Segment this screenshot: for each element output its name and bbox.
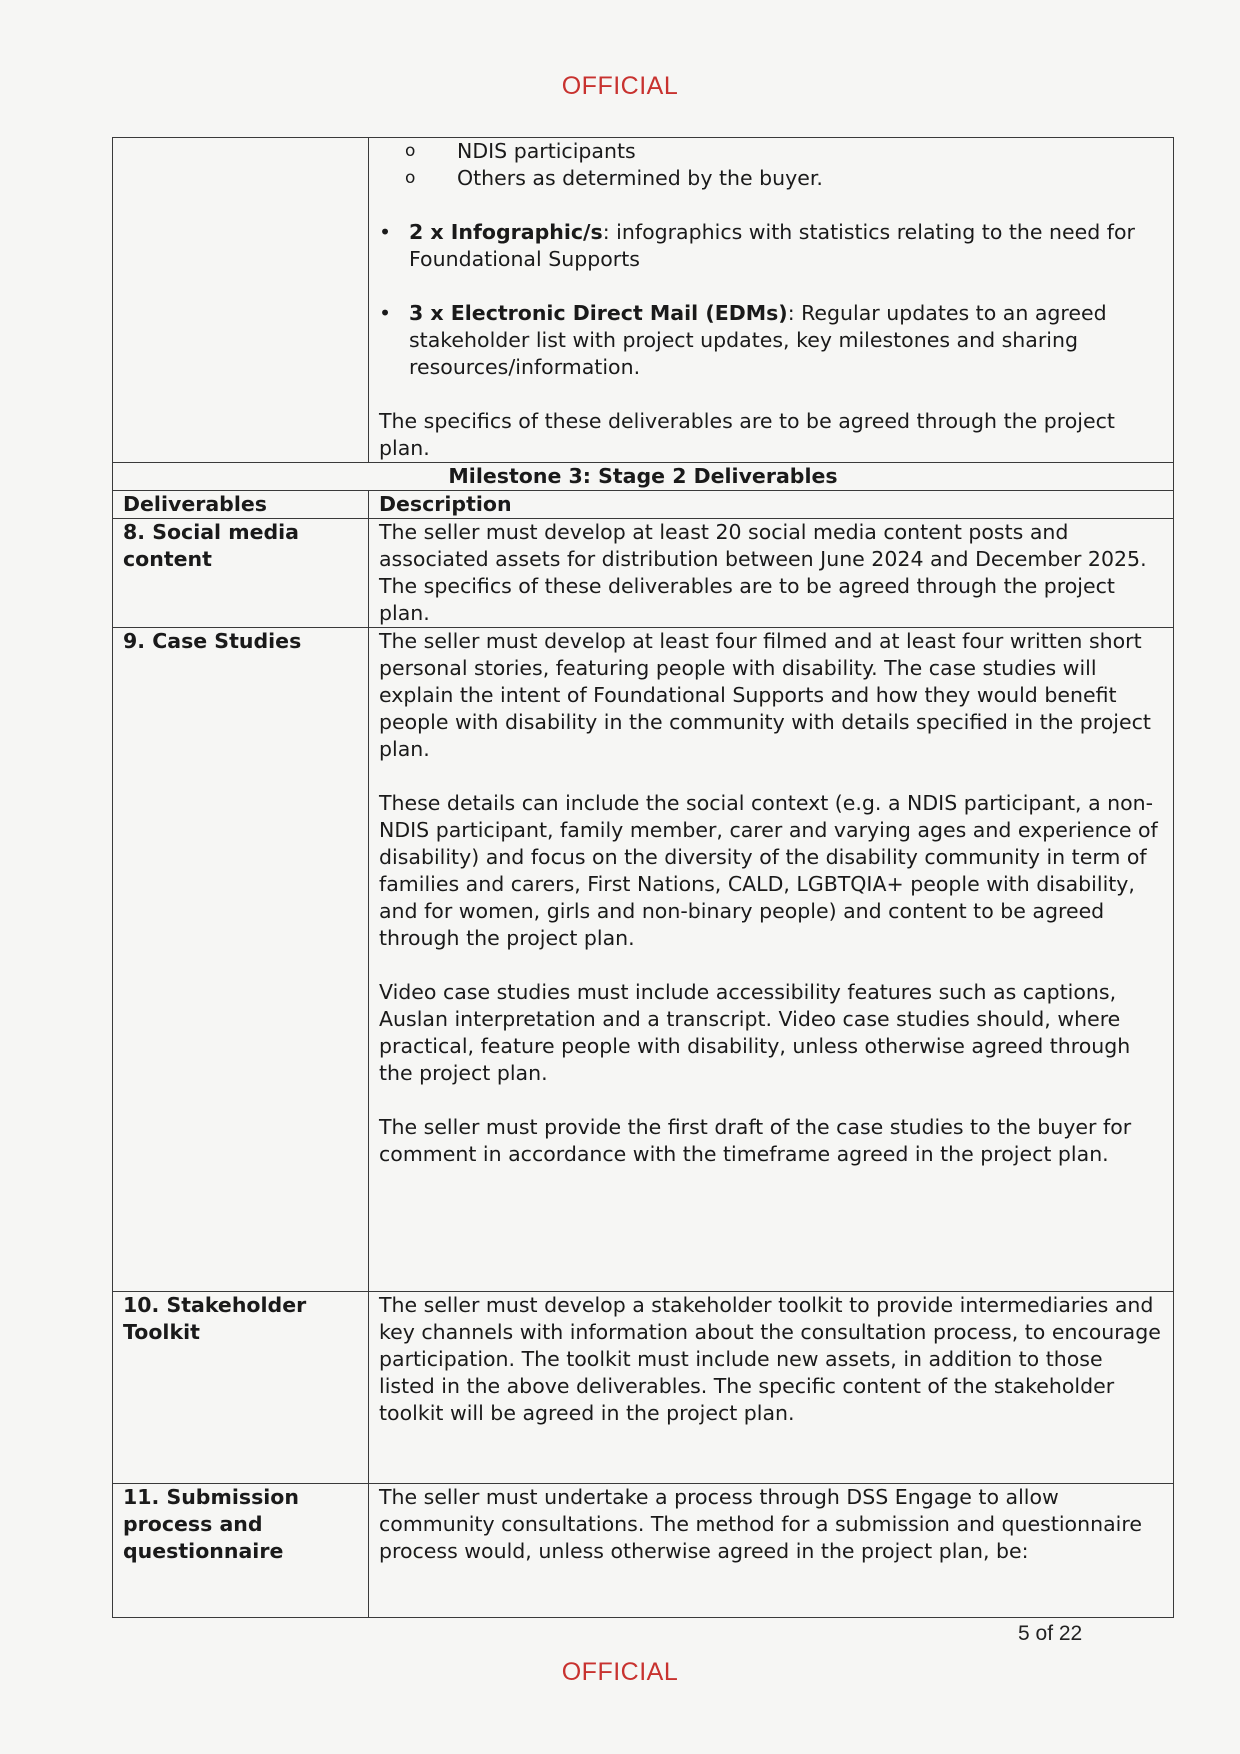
bullet-title: 2 x Infographic/s	[409, 220, 603, 244]
bullet-text: : Regular updates to an agreed stakeholder list with project updates, key milestones and sharing resources/information.	[409, 301, 1107, 379]
description-paragraph: The seller must develop at least 20 social media content posts and associated assets for distribution between June 2024 and December 2025. The specifics of these deliverables are to be agreed through the project plan.	[379, 520, 1147, 625]
sub-item-list	[379, 138, 1163, 192]
table-row	[113, 628, 1174, 1292]
description-paragraph: The seller must provide the first draft of the case studies to the buyer for comment in accordance with the timeframe agreed in the project plan.	[379, 1115, 1132, 1166]
page-number: 5 of 22	[1018, 1622, 1083, 1645]
row-description	[369, 1292, 1174, 1484]
table-row	[113, 519, 1174, 628]
bullet-item	[379, 300, 1163, 381]
deliverables-table	[112, 137, 1174, 1618]
row-label: 8. Social media content	[113, 519, 369, 628]
description-paragraph: Video case studies must include accessibility features such as captions, Auslan interpretation and a transcript. Video case studies should, where practical, feature people with disability, unless otherwise agreed through the project plan.	[379, 980, 1131, 1085]
column-header-row	[113, 491, 1174, 519]
description-paragraph: The seller must undertake a process through DSS Engage to allow community consultations. The method for a submission and questionnaire process would, unless otherwise agreed in the project plan, be:	[379, 1485, 1142, 1563]
sub-item: o NDIS participants	[405, 138, 1163, 165]
bullet-title: 3 x Electronic Direct Mail (EDMs)	[409, 301, 788, 325]
table-row	[113, 1484, 1174, 1618]
description-paragraph: The seller must develop at least four filmed and at least four written short personal stories, featuring people with disability. The case studies will explain the intent of Foundational Supports and how they would benefit people with disability in the community with details specified in the project plan.	[379, 629, 1151, 761]
bullet-list	[379, 219, 1163, 381]
milestone-heading: Milestone 3: Stage 2 Deliverables	[113, 463, 1174, 491]
classification-footer: OFFICIAL	[561, 1658, 679, 1686]
row-description	[369, 1484, 1174, 1618]
closing-paragraph: The specifics of these deliverables are to be agreed through the project plan.	[379, 409, 1115, 460]
row-label: 9. Case Studies	[113, 628, 369, 1292]
table-row	[113, 1292, 1174, 1484]
continued-description-cell	[369, 138, 1174, 463]
description-paragraph: The seller must develop a stakeholder toolkit to provide intermediaries and key channels with information about the consultation process, to encourage participation. The toolkit must include new assets, in addition to those listed in the above deliverables. The specific content of the stakeholder toolkit will be agreed in the project plan.	[379, 1293, 1161, 1425]
row-description	[369, 628, 1174, 1292]
bullet-text: : infographics with statistics relating to the need for Foundational Supports	[409, 220, 1135, 271]
row-label: 11. Submission process and questionnaire	[113, 1484, 369, 1618]
description-paragraph: These details can include the social context (e.g. a NDIS participant, a non-NDIS participant, family member, carer and varying ages and experience of disability) and focus on the diversity of the disability community in term of families and carers, First Nations, CALD, LGBTQIA+ people with disability, and for women, girls and non-binary people) and content to be agreed through the project plan.	[379, 791, 1158, 950]
continued-label-cell	[113, 138, 369, 463]
row-label: 10. Stakeholder Toolkit	[113, 1292, 369, 1484]
milestone-heading-row	[113, 463, 1174, 491]
bullet-item	[379, 219, 1163, 273]
row-description	[369, 519, 1174, 628]
deliverables-header: Deliverables	[113, 491, 369, 519]
sub-item: o Others as determined by the buyer.	[405, 165, 1163, 192]
continued-row	[113, 138, 1174, 463]
description-header: Description	[369, 491, 1174, 519]
classification-header: OFFICIAL	[561, 72, 679, 100]
